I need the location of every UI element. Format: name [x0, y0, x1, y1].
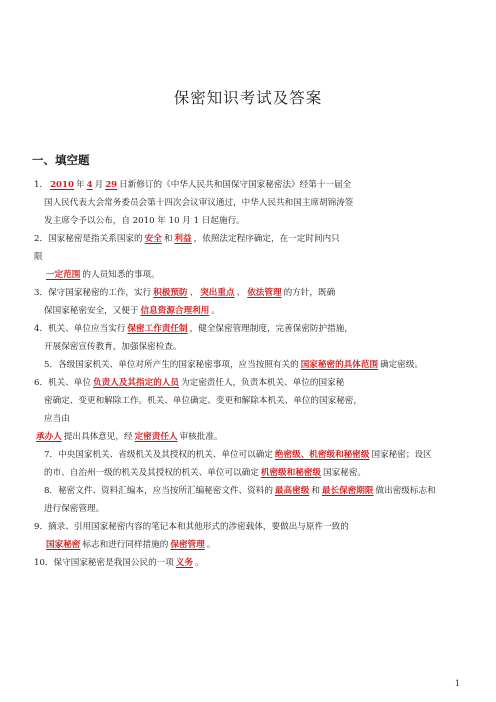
question-2-line: 一定范围 的人员知悉的事项。: [46, 270, 160, 280]
answer: 国家秘密的具体范围: [300, 360, 379, 370]
question-2: 2．国家秘密是指关系国家的 安全 和 利益 ，依照法定程序确定，在一定时间内只: [34, 234, 340, 244]
answer: 国家秘密: [46, 540, 81, 550]
question-1-line: 发主席令予以公布，自 2010 年 10 月 1 日起施行。: [44, 216, 245, 226]
question-8: 8．秘密文件、资料汇编本，应当按所汇编秘密文件、资料的 最高密级 和 最长保密期限 做出密级标志和进行保密管理。: [44, 486, 436, 514]
question-4: 4．机关、单位应当实行 保密工作责任制 ，健全保密管理制度，完善保密防护措施，: [34, 324, 353, 334]
question-3-line: 保国家秘密安全，又便于 信息资源合理利用 。: [44, 306, 220, 316]
answer: 积极预防: [153, 288, 188, 298]
page-number: 1: [454, 679, 460, 688]
question-1: 1． 2010 年 4 月 29 日新修订的《中华人民共和国保守国家秘密法》经第十一届全: [34, 180, 352, 190]
question-list: [34, 176, 438, 572]
answer: 4: [86, 180, 93, 190]
question-4-line: 开展保密宣传教育，加强保密检查。: [44, 342, 182, 352]
question-3: 3．保守国家秘密的工作，实行 积极预防 、 突出重点 、 依法管理 的方针，既确: [34, 288, 336, 298]
question-1-line: 国人民代表大会常务委员会第十四次会议审议通过，中华人民共和国主席胡锦涛签: [44, 198, 354, 208]
answer: 机密级和秘密级: [260, 468, 322, 478]
answer: 绝密级、机密级和秘密级: [274, 450, 370, 460]
question-7: 7．中央国家机关、省级机关及其授权的机关、单位可以确定 绝密级、机密级和秘密级 国家秘密；设区的市、自治州一级的机关及其授权的机关、单位可以确定 机密级和秘密级 国家秘密。: [44, 450, 432, 478]
question-5: 5．各级国家机关、单位对所产生的国家秘密事项，应当按照有关的 国家秘密的具体范围 确定密级。: [44, 360, 424, 370]
section-heading: 一、填空题: [32, 153, 90, 167]
answer: 信息资源合理利用: [140, 306, 210, 316]
question-9-line: 国家秘密 标志和进行同样措施的 保密管理 。: [46, 540, 216, 550]
answer: 依法管理: [247, 288, 282, 298]
answer: 2010: [50, 180, 74, 190]
question-6-line: 承办人 提出具体意见，经 定密责任人 审核批准。: [36, 432, 223, 442]
answer: 利益: [174, 234, 192, 244]
answer: 突出重点: [200, 288, 235, 298]
question-6: 6．机关、单位 负责人及其指定的人员 为定密责任人，负责本机关、单位的国家秘: [34, 378, 345, 388]
answer: 保密管理: [170, 540, 205, 550]
answer: 最长保密期限: [321, 486, 374, 496]
question-9: 9．摘录、引用国家秘密内容的笔记本和其他形式的涉密载体，要做出与原件一致的: [34, 522, 349, 532]
question-6-line: 应当由: [44, 414, 70, 424]
answer: 负责人及其指定的人员: [93, 378, 179, 388]
question-10: 10．保守国家秘密是我国公民的一项 义务 。: [34, 558, 204, 568]
answer: 承办人: [36, 432, 62, 442]
answer: 保密工作责任制: [127, 324, 188, 334]
answer: 29: [105, 180, 118, 190]
answer: 安全: [144, 234, 162, 244]
answer: 最高密级: [274, 486, 310, 496]
answer: 一定范围: [46, 270, 81, 280]
answer: 义务: [175, 558, 194, 568]
question-2-line: 限: [34, 252, 43, 262]
question-6-line: 密确定、变更和解除工作。机关、单位确定、变更和解除本机关、单位的国家秘密，: [44, 396, 362, 406]
answer: 定密责任人: [134, 432, 178, 442]
document-title: 保密知识考试及答案: [173, 89, 323, 107]
